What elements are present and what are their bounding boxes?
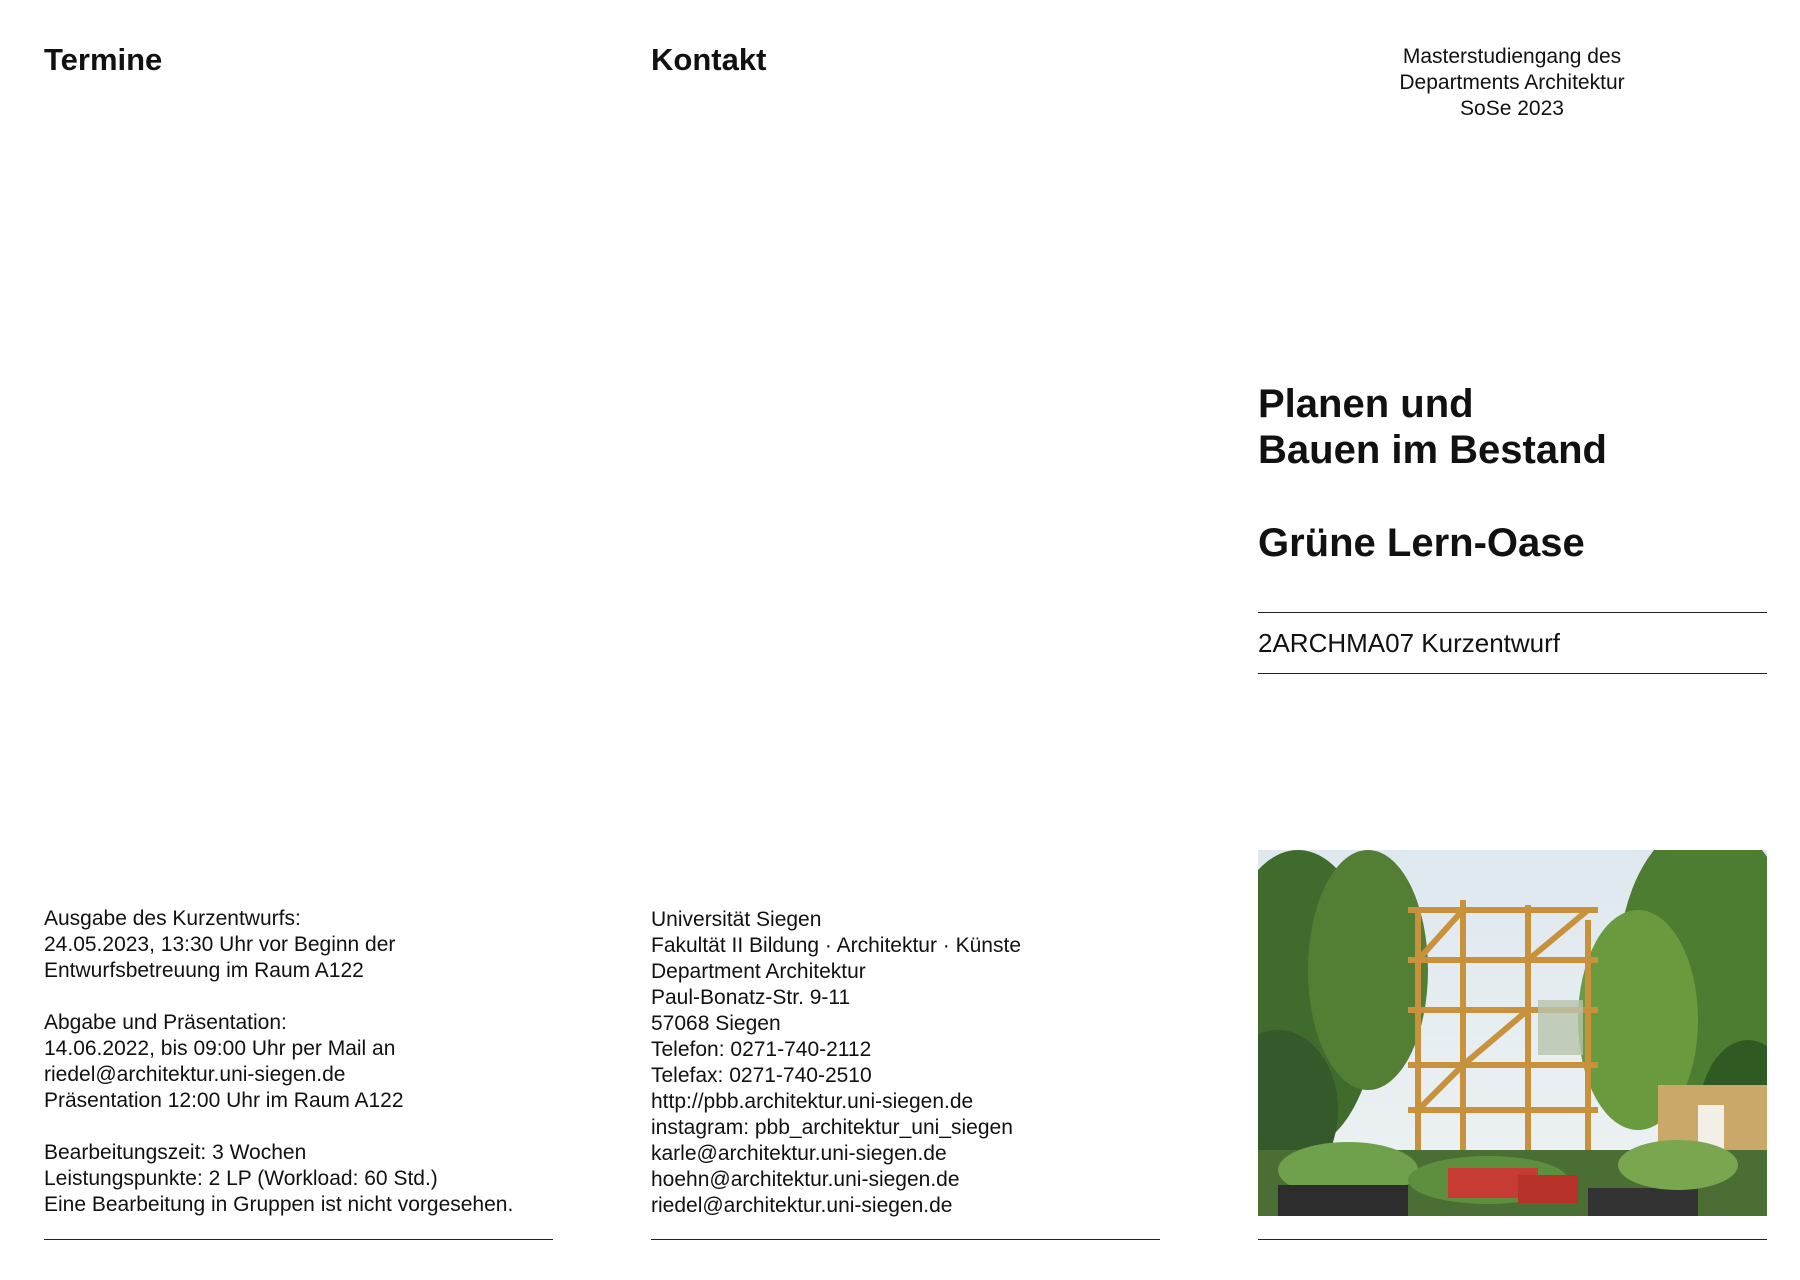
subtitle: Grüne Lern-Oase <box>1258 521 1585 565</box>
kontakt-line-street: Paul-Bonatz-Str. 9-11 <box>651 986 851 1009</box>
kontakt-line-city: 57068 Siegen <box>651 1012 781 1035</box>
kontakt-line-university: Universität Siegen <box>651 908 822 931</box>
bearbeitung-block: Bearbeitungszeit: 3 Wochen Leistungspunkte: 2 LP (Workload: 60 Std.) Eine Bearbeitung in Gruppen ist nicht vorgesehen. <box>44 1141 514 1216</box>
kontakt-link-website[interactable]: http://pbb.architektur.uni-siegen.de <box>651 1090 974 1113</box>
title-rule-bottom <box>1258 673 1767 674</box>
kontakt-line-faculty: Fakultät II Bildung · Architektur · Künste <box>651 934 1022 957</box>
program-info <box>1342 44 1682 122</box>
title-line-1: Planen und <box>1258 382 1474 426</box>
termine-heading: Termine <box>44 42 163 77</box>
kontakt-link-instagram[interactable]: instagram: pbb_architektur_uni_siegen <box>651 1116 1013 1139</box>
photo-bottom-rule <box>1258 1239 1767 1240</box>
program-line-3: SoSe 2023 <box>1460 97 1564 120</box>
timber-tower-garden-photo <box>1258 850 1767 1216</box>
program-line-2: Departments Architektur <box>1399 71 1625 94</box>
kontakt-address <box>651 907 1021 1219</box>
termine-bottom-rule <box>44 1239 553 1240</box>
title-rule-top <box>1258 612 1767 613</box>
kontakt-bottom-rule <box>651 1239 1160 1240</box>
abgabe-block: Abgabe und Präsentation: 14.06.2022, bis 09:00 Uhr per Mail an riedel@architektur.uni-siegen.de Präsentation 12:00 Uhr im Raum A122 <box>44 1011 404 1112</box>
kontakt-line-fax: Telefax: 0271-740-2510 <box>651 1064 872 1087</box>
kontakt-email-hoehn[interactable]: hoehn@architektur.uni-siegen.de <box>651 1168 960 1191</box>
program-line-1: Masterstudiengang des <box>1402 45 1622 68</box>
kontakt-email-karle[interactable]: karle@architektur.uni-siegen.de <box>651 1142 947 1165</box>
kontakt-line-phone: Telefon: 0271-740-2112 <box>651 1038 872 1061</box>
kontakt-email-riedel[interactable]: riedel@architektur.uni-siegen.de <box>651 1194 953 1217</box>
termine-body <box>44 906 513 1218</box>
kontakt-heading: Kontakt <box>651 42 767 77</box>
kontakt-line-department: Department Architektur <box>651 960 866 983</box>
title-line-2: Bauen im Bestand <box>1258 428 1607 472</box>
page-title <box>1258 381 1607 566</box>
garden-photo <box>1258 850 1767 1216</box>
course-code: 2ARCHMA07 Kurzentwurf <box>1258 628 1560 658</box>
ausgabe-block: Ausgabe des Kurzentwurfs: 24.05.2023, 13:30 Uhr vor Beginn der Entwurfsbetreuung im Raum A122 <box>44 907 396 982</box>
